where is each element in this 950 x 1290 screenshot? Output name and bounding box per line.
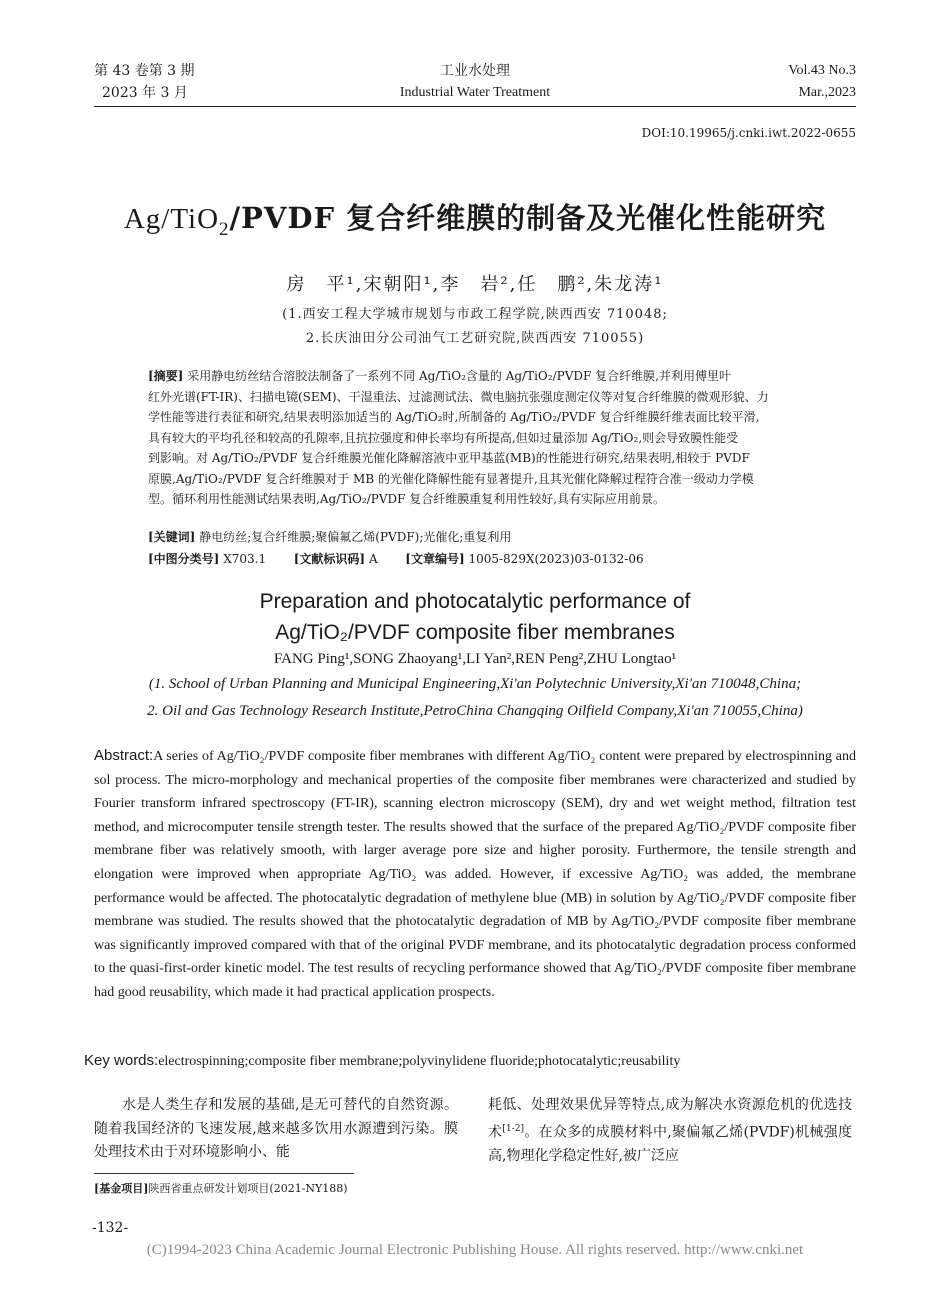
body-column-left: 水是人类生存和发展的基础,是无可替代的自然资源。随着我国经济的飞速发展,越来越多饮用水源遭到污染。膜处理技术由于对环境影响小、能 [94,1097,458,1160]
doc-code-label: [文献标识码] [293,552,366,566]
doi: DOI:10.19965/j.cnki.iwt.2022-0655 [641,126,856,140]
volume-issue: 第 43 卷第 3 期 [94,63,195,79]
header-center [94,60,856,104]
paper-title-cn [0,196,950,241]
fund-text: 陕西省重点研发计划项目(2021-NY188) [148,1182,348,1195]
keywords-cn-label: [关键词] [148,530,196,544]
clc-label: [中图分类号] [148,552,220,566]
affiliation-en-1: (1. School of Urban Planning and Municipal Engineering,Xi'an Polytechnic University,Xi'an 710048,China; [148,676,802,692]
pub-date-en: Mar.,2023 [798,85,856,100]
keywords-cn-text: 静电纺丝;复合纤维膜;聚偏氟乙烯(PVDF);光催化;重复利用 [199,530,512,544]
pub-date-cn: 2023 年 3 月 [102,85,188,101]
body-right-pre: 耗低、处理效果优异等特点,成为解决水资源危机的优选技术 [488,1097,852,1141]
authors-en: FANG Ping¹,SONG Zhaoyang¹,LI Yan²,REN Peng²,ZHU Longtao¹ [273,651,677,667]
abstract-cn-line: 学性能等进行表征和研究,结果表明添加适当的 Ag/TiO₂时,所制备的 Ag/TiO₂/PVDF 复合纤维膜纤维表面比较平滑, [148,410,760,424]
paper-title-en-2: Ag/TiO₂/PVDF composite fiber membranes [275,621,675,644]
title-sub: 2 [219,218,230,240]
abstract-cn [148,366,820,510]
article-no-label: [文章编号] [405,552,465,566]
fund-note [94,1180,348,1196]
classification-line [148,550,644,567]
running-header [94,60,856,107]
abstract-cn-line: 型。循环利用性能测试结果表明,Ag/TiO₂/PVDF 复合纤维膜重复利用性较好,具有实际应用前景。 [148,492,666,506]
body-column-right [488,1094,852,1168]
volume-en: Vol.43 No.3 [788,63,856,78]
title-pre: Ag/TiO [123,203,220,235]
fund-label: [基金项目] [94,1182,149,1195]
affiliation-cn-2: 2.长庆油田分公司油气工艺研究院,陕西西安 710055) [305,331,645,346]
paper-title-en-1: Preparation and photocatalytic performance of [259,590,691,613]
abstract-cn-label: [摘要] [148,369,184,383]
keywords-en-label: Key words: [84,1052,159,1069]
journal-name-en: Industrial Water Treatment [399,85,551,100]
abstract-cn-line: 具有较大的平均孔径和较高的孔隙率,且抗拉强度和伸长率均有所提高,但如过量添加 Ag/TiO₂,则会导致膜性能受 [148,430,739,445]
footnote-divider [94,1173,354,1174]
keywords-en [84,1052,856,1070]
abstract-en-text: A series of Ag/TiO₂/PVDF composite fiber membranes with different Ag/TiO₂ content were prepared by electrospinning and sol process. The micro-morphology and mechanical properties of the composite fiber membranes were characterized and studied by Fourier transform infrared spectroscopy (FT-IR), scanning electron microscopy (SEM), dry and wet weight method, filtration test method, and microcomputer tensile strength tester. The results showed that the surface of the prepared Ag/TiO₂/PVDF composite fiber membrane fiber was relatively smooth, with larger average pore size and higher porosity. Furthermore, the tensile strength and elongation were improved when appropriate Ag/TiO₂ was added. However, if excessive Ag/TiO₂ was added, the membrane performance would be affected. The photocatalytic degradation of methylene blue (MB) in solution by Ag/TiO₂/PVDF composite fiber membrane was studied. The results showed that the photocatalytic degradation of MB by Ag/TiO₂/PVDF composite fiber membrane was significantly improved compared with that of the original PVDF membrane, and its photocatalytic degradation process conformed to the quasi-first-order kinetic model. The test results of recycling performance showed that Ag/TiO₂/PVDF composite fiber membrane had good reusability, which made it had practical application prospects. [94,749,856,1000]
copyright-notice: (C)1994-2023 China Academic Journal Electronic Publishing House. All rights reserved. http://www.cnki.net [146,1242,804,1258]
citation-ref[interactable]: [1-2] [502,1123,525,1134]
title-post: /PVDF 复合纤维膜的制备及光催化性能研究 [229,201,827,235]
clc-value: X703.1 [223,552,267,566]
keywords-cn [148,528,511,545]
affiliation-en-2: 2. Oil and Gas Technology Research Institute,PetroChina Changqing Oilfield Company,Xi'an 710055,China) [147,703,803,719]
doc-code-value: A [368,552,378,566]
abstract-cn-line [148,366,820,387]
authors-cn: 房 平¹,宋朝阳¹,李 岩²,任 鹏²,朱龙涛¹ [286,274,664,295]
affiliation-cn-1: (1.西安工程大学城市规划与市政工程学院,陕西西安 710048; [282,307,668,322]
article-no-value: 1005-829X(2023)03-0132-06 [468,552,644,566]
abstract-en-label: Abstract: [94,747,154,764]
abstract-cn-line: 原膜,Ag/TiO₂/PVDF 复合纤维膜对于 MB 的光催化降解性能有显著提升,且其光催化降解过程符合准一级动力学模 [148,471,754,486]
body-right-post: 。在众多的成膜材料中,聚偏氟乙烯(PVDF)机械强度高,物理化学稳定性好,被广泛应 [488,1124,853,1164]
journal-name-cn: 工业水处理 [440,63,510,79]
header-right [788,60,856,104]
abstract-cn-line: 红外光谱(FT-IR)、扫描电镜(SEM)、干湿重法、过滤测试法、微电脑抗张强度测定仪等对复合纤维膜的微观形貌、力 [148,389,769,404]
page-number: -132- [92,1220,129,1236]
abstract-en [94,744,856,1005]
abstract-cn-text: 采用静电纺丝结合溶胶法制备了一系列不同 Ag/TiO₂含量的 Ag/TiO₂/PVDF 复合纤维膜,并利用傅里叶 [187,369,731,383]
abstract-cn-line: 到影响。对 Ag/TiO₂/PVDF 复合纤维膜光催化降解溶液中亚甲基蓝(MB)的性能进行研究,结果表明,相较于 PVDF [148,451,750,465]
keywords-en-text: electrospinning;composite fiber membrane;polyvinylidene fluoride;photocatalytic;reusability [158,1054,681,1069]
